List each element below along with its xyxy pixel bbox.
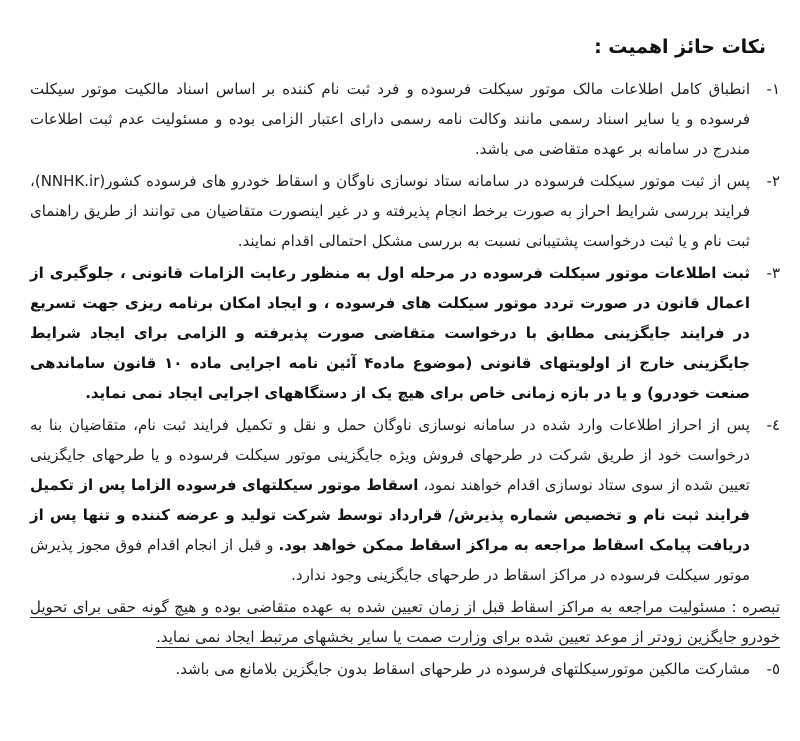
text-segment: انطباق کامل اطلاعات مالک موتور سیکلت فرسوده و فرد ثبت نام کننده بر اساس اسناد مالکیت موتور سیکلت فرسوده و یا سایر اسناد رسمی مانند وکالت نامه رسمی دارای اعتبار الزامی بوده و مسئولیت عدم ثبت اطلاعات مندرج در سامانه بر عهده متقاضی می باشد. <box>30 80 750 158</box>
item-text <box>30 264 750 402</box>
notes-list <box>30 74 780 684</box>
item-number: ٣- <box>766 264 780 282</box>
item-text <box>30 172 750 250</box>
text-segment: پس از احراز اطلاعات وارد شده در سامانه نوسازی ناوگان حمل و نقل و تکمیل فرایند ثبت نام، متقاضیان بنا به درخواست خود از طریق شرکت در طرحهای فروش ویژه جایگزینی موتور سیکلت فرسوده و یا طرحهای جایگزینی تعیین شده از سوی ستاد نوسازی اقدام خواهند نمود، <box>30 416 750 494</box>
item-text <box>30 598 780 646</box>
item-text <box>30 80 750 158</box>
list-item <box>30 258 780 408</box>
item-number: ٢- <box>766 172 780 190</box>
text-segment: تبصره : مسئولیت مراجعه به مراکز اسقاط قبل از زمان تعیین شده به عهده متقاضی بوده و هیچ گونه حقی برای تحویل خودرو جایگزین زودتر از موعد تعیین شده برای وزارت صمت یا سایر بخشهای مرتبط ایجاد نمی نماید. <box>30 598 780 646</box>
item-number: ٤- <box>766 416 780 434</box>
text-segment: ثبت اطلاعات موتور سیکلت فرسوده در مرحله اول به منظور رعایت الزامات قانونی ، جلوگیری از اعمال قانون در صورت تردد موتور سیکلت های فرسوده ، و ایجاد امکان برنامه ریزی جهت تسریع در فرایند جایگزینی مطابق با درخواست متقاضی صورت پذیرفته و الزامی برای ایجاد شرایط جایگزینی خارج از اولویتهای قانونی (موضوع ماده۴ آئین نامه اجرایی ماده ۱۰ قانون ساماندهی صنعت خودرو) و یا در بازه زمانی خاص برای هیچ یک از دستگاههای اجرایی ایجاد نمی نماید. <box>30 264 750 402</box>
list-item <box>30 410 780 590</box>
note-paragraph <box>30 592 780 652</box>
item-number: ١- <box>766 80 780 98</box>
text-segment: مشارکت مالکین موتورسیکلتهای فرسوده در طرحهای اسقاط بدون جایگزین بلامانع می باشد. <box>175 660 750 678</box>
item-text <box>30 416 750 584</box>
list-item <box>30 74 780 164</box>
list-item <box>30 654 780 684</box>
text-segment: اسقاط موتور سیکلتهای فرسوده الزاما پس از تکمیل فرایند ثبت نام و تخصیص شماره پذیرش/ قرارداد توسط شرکت تولید و عرضه کننده و تنها پس از دریافت پیامک اسقاط مراجعه به مراکز اسقاط ممکن خواهد بود. <box>30 476 750 554</box>
page-title: نکات حائز اهمیت : <box>594 36 766 58</box>
list-item <box>30 166 780 256</box>
text-segment: پس از ثبت موتور سیکلت فرسوده در سامانه ستاد نوسازی ناوگان و اسقاط خودرو های فرسوده کشور(NNHK.ir)، فرایند بررسی شرایط احراز به صورت برخط انجام پذیرفته و در غیر اینصورت متقاضیان می توانند از طریق راهنمای ثبت نام و یا ثبت درخواست پشتیبانی نسبت به بررسی مشکل احتمالی اقدام نمایند. <box>30 172 750 250</box>
text-segment: و قبل از انجام اقدام فوق مجوز پذیرش موتور سیکلت فرسوده در مراکز اسقاط در طرحهای جایگزینی وجود ندارد. <box>30 536 750 584</box>
item-number: ٥- <box>766 660 780 678</box>
item-text <box>175 660 750 678</box>
